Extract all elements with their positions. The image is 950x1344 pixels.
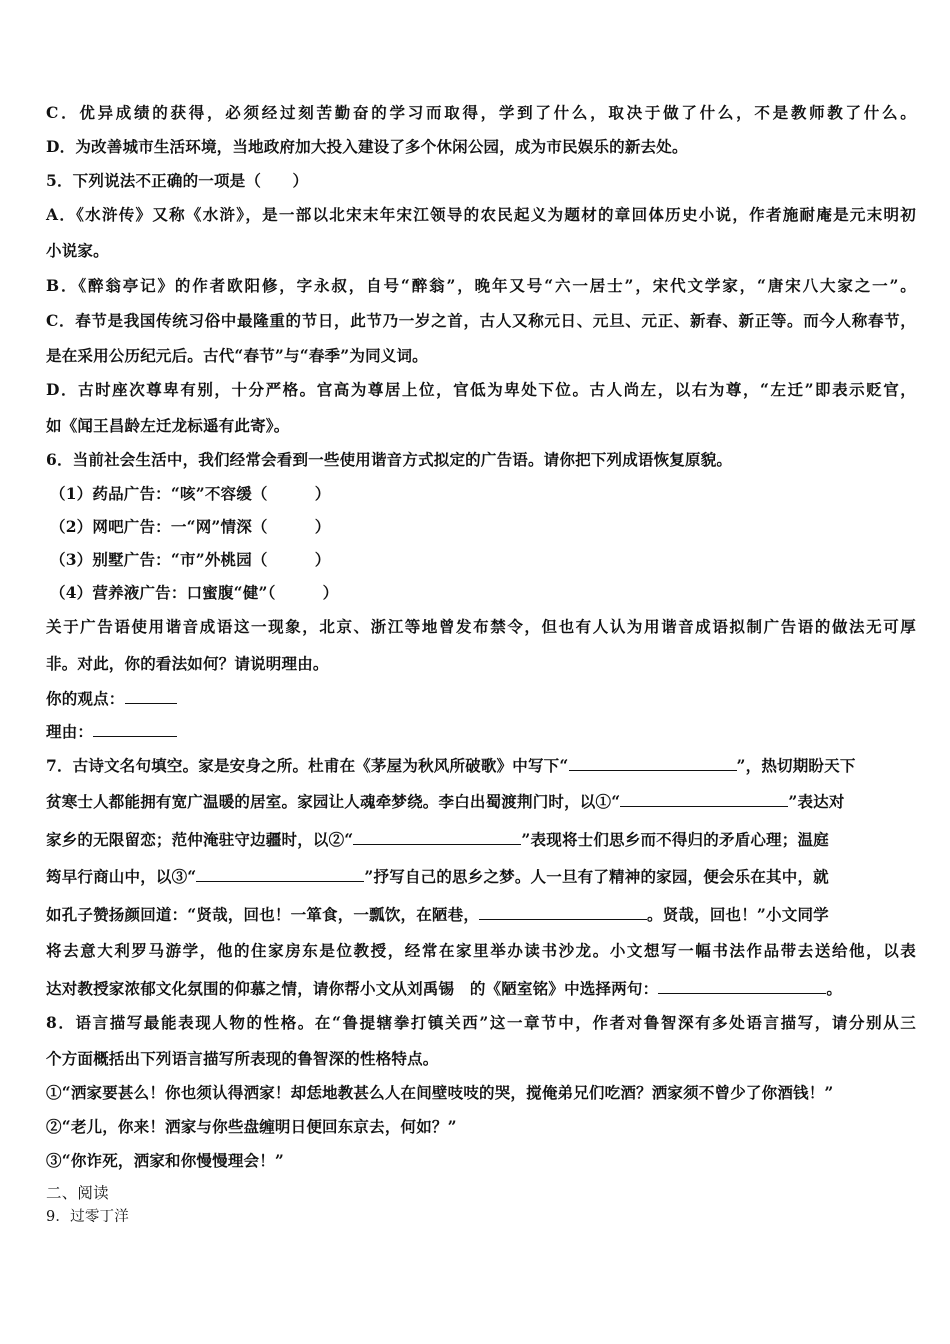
q6-item-1: （1）药品广告：“咳”不容缓（ ） <box>50 484 331 503</box>
q8-quote-3: ③“你诈死，洒家和你慢慢理会！” <box>46 1151 285 1170</box>
reason-label: 理由： <box>46 722 94 741</box>
q6-reason-row <box>46 721 916 742</box>
question-6: 6．当前社会生活中，我们经常会看到一些使用谐音方式拟定的广告语。请你把下列成语恢复原貌。 <box>46 450 733 469</box>
question-8: 8．语言描写最能表现人物的性格。在“鲁提辖拳打镇关西”这一章节中，作者对鲁智深有多处语言描写，请分别从三 <box>46 1013 916 1032</box>
q7-blank-1[interactable] <box>569 755 653 771</box>
q7-text-10: 。贤哉，回也！”小文同学 <box>647 905 829 924</box>
q7-blank-5[interactable] <box>353 829 437 845</box>
question-5: 5．下列说法不正确的一项是（ ） <box>46 171 309 190</box>
viewpoint-label: 你的观点： <box>46 689 125 708</box>
q7-blank-2[interactable] <box>653 755 737 771</box>
q7-blank-12[interactable] <box>742 978 826 994</box>
viewpoint-blank[interactable] <box>125 688 177 704</box>
q7-blank-7[interactable] <box>196 866 280 882</box>
q7-text-9: 如孔子赞扬颜回道：“贤哉，回也！一箪食，一瓢饮，在陋巷， <box>46 905 480 924</box>
q7-blank-3[interactable] <box>620 791 704 807</box>
q7-text-8: ”抒写自己的思乡之梦。人一旦有了精神的家园，便会乐在其中，就 <box>364 867 829 886</box>
q7-blank-11[interactable] <box>658 978 742 994</box>
reason-blank[interactable] <box>93 721 177 737</box>
question-7-line-3 <box>46 829 916 850</box>
q7-blank-4[interactable] <box>704 791 788 807</box>
q5-option-b: B．《醉翁亭记》的作者欧阳修，字永叔，自号“醉翁”，晚年又号“六一居士”，宋代文学家，“唐宋八大家之一”。 <box>46 276 916 295</box>
q5-option-c: C．春节是我国传统习俗中最隆重的节日，此节乃一岁之首，古人又称元日、元旦、元正、新春、新正等。而今人称春节， <box>46 311 916 330</box>
q7-blank-10[interactable] <box>563 904 647 920</box>
q5-option-d: D．古时座次尊卑有别，十分严格。官高为尊居上位，官低为卑处下位。古人尚左，以右为尊，“左迁”即表示贬官， <box>46 380 916 399</box>
question-7-line-2 <box>46 791 916 812</box>
q6-paragraph-cont: 非。对此，你的看法如何？请说明理由。 <box>46 654 329 673</box>
question-7-line-7 <box>46 978 916 999</box>
q7-blank-9[interactable] <box>479 904 563 920</box>
q7-text-1: 7．古诗文名句填空。家是安身之所。杜甫在《茅屋为秋风所破歌》中写下“ <box>46 756 569 775</box>
q6-item-4: （4）营养液广告：口蜜腹“健”（ ） <box>50 583 339 602</box>
question-7-line-6: 将去意大利罗马游学，他的住家房东是位教授，经常在家里举办读书沙龙。小文想写一幅书法作品带去送给他，以表 <box>46 941 916 960</box>
option-c-line: C．优异成绩的获得，必须经过刻苦勤奋的学习而取得，学到了什么，取决于做了什么，不是教师教了什么。 <box>46 103 916 122</box>
question-7-line-4 <box>46 866 916 887</box>
q5-option-d-cont: 如《闻王昌龄左迁龙标遥有此寄》。 <box>46 416 290 435</box>
q7-blank-8[interactable] <box>280 866 364 882</box>
q5-option-a: A．《水浒传》又称《水浒》，是一部以北宋末年宋江领导的农民起义为题材的章回体历史小说，作者施耐庵是元末明初 <box>46 205 916 224</box>
option-d-line: D．为改善城市生活环境，当地政府加大投入建设了多个休闲公园，成为市民娱乐的新去处。 <box>46 137 688 156</box>
q6-item-2: （2）网吧广告：一“网”情深（ ） <box>50 517 331 536</box>
question-8-cont: 个方面概括出下列语言描写所表现的鲁智深的性格特点。 <box>46 1049 439 1068</box>
q8-quote-1: ①“洒家要甚么！你也须认得洒家！却恁地教甚么人在间壁吱吱的哭，搅俺弟兄们吃酒？洒家须不曾少了你酒钱！” <box>46 1083 834 1102</box>
question-9-title: 9．过零丁洋 <box>46 1209 129 1225</box>
q7-text-6: ”表现将士们思乡而不得归的矛盾心理；温庭 <box>521 830 829 849</box>
q6-item-3: （3）别墅广告：“市”外桃园（ ） <box>50 550 331 569</box>
q5-option-c-cont: 是在采用公历纪元后。古代“春节”与“春季”为同义词。 <box>46 346 428 365</box>
q7-text-7: 筠早行商山中，以③“ <box>46 867 197 886</box>
q7-text-12: 。 <box>826 979 843 998</box>
q5-option-a-cont: 小说家。 <box>46 241 109 260</box>
q7-text-4: ”表达对 <box>788 792 845 811</box>
q7-blank-6[interactable] <box>437 829 521 845</box>
q6-viewpoint-row <box>46 688 916 709</box>
q7-text-2: ”，热切期盼天下 <box>736 756 856 775</box>
section-heading-reading: 二、阅读 <box>46 1184 109 1202</box>
question-7-line-5 <box>46 904 916 925</box>
q7-text-5: 家乡的无限留恋；范仲淹驻守边疆时，以②“ <box>46 830 354 849</box>
q7-text-3: 贫寒士人都能拥有宽广温暖的居室。家园让人魂牵梦绕。李白出蜀渡荆门时，以①“ <box>46 792 621 811</box>
q6-paragraph: 关于广告语使用谐音成语这一现象，北京、浙江等地曾发布禁令，但也有人认为用谐音成语拟制广告语的做法无可厚 <box>46 617 916 636</box>
q7-text-11: 达对教授家浓郁文化氛围的仰慕之情，请你帮小文从刘禹锡 的《陋室铭》中选择两句： <box>46 979 659 998</box>
question-7-line-1 <box>46 755 916 776</box>
q8-quote-2: ②“老儿，你来！洒家与你些盘缠明日便回东京去，何如？” <box>46 1117 457 1136</box>
